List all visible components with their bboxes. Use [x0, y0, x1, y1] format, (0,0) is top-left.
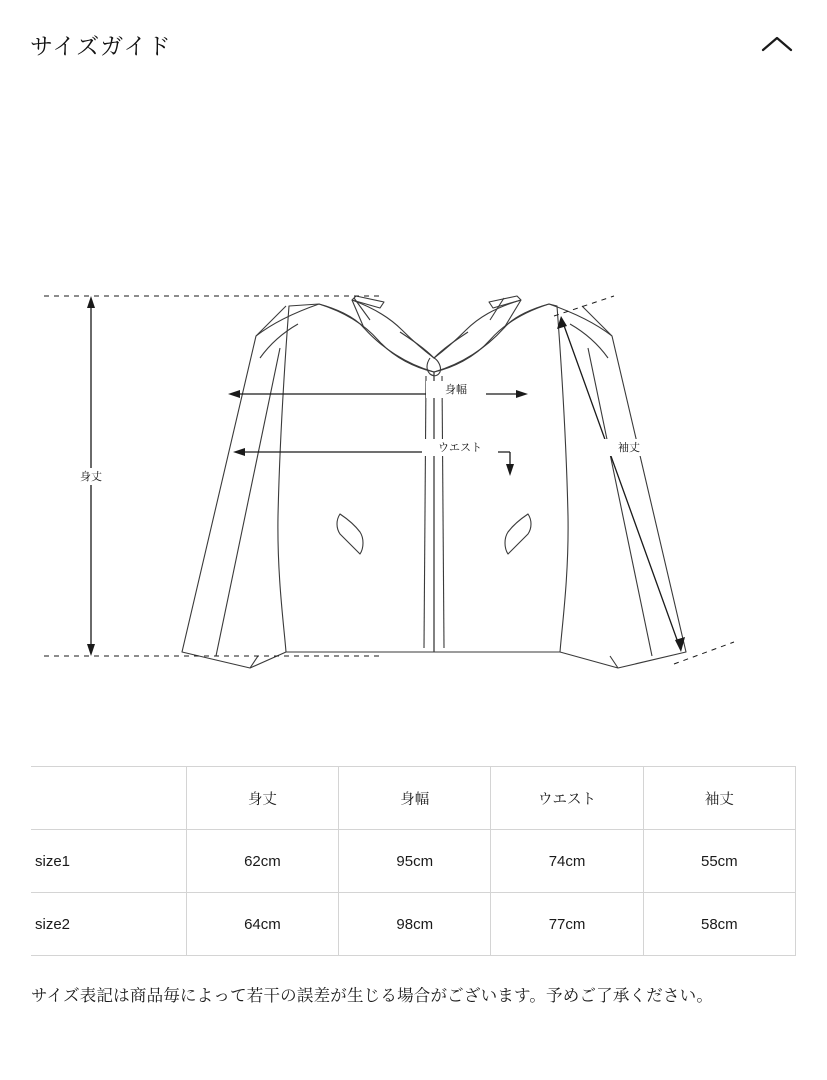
table-cell-sleeve: 58cm [643, 893, 795, 956]
label-chest: 身幅 [444, 384, 467, 396]
size-table [31, 766, 796, 956]
table-cell-length: 64cm [186, 893, 338, 956]
label-sleeve: 袖丈 [617, 442, 640, 454]
table-cell-waist: 77cm [491, 893, 643, 956]
size-guide-header[interactable] [0, 0, 827, 66]
size-note: サイズ表記は商品毎によって若干の誤差が生じる場合がございます。予めご了承ください。 [31, 987, 714, 1005]
table-row-label: size1 [31, 830, 186, 893]
table-header-chest: 身幅 [339, 767, 491, 830]
size-diagram [0, 66, 827, 766]
table-row [31, 830, 796, 893]
chevron-up-icon[interactable] [757, 24, 797, 64]
table-row [31, 893, 796, 956]
table-cell-sleeve: 55cm [643, 830, 795, 893]
table-header-sleeve: 袖丈 [643, 767, 795, 830]
page-title: サイズガイド [30, 33, 172, 59]
table-cell-chest: 98cm [339, 893, 491, 956]
table-corner-cell [31, 767, 186, 830]
table-cell-waist: 74cm [491, 830, 643, 893]
label-length: 身丈 [79, 471, 102, 483]
label-waist: ウエスト [437, 442, 482, 454]
table-header-waist: ウエスト [491, 767, 643, 830]
table-cell-length: 62cm [186, 830, 338, 893]
table-cell-chest: 95cm [339, 830, 491, 893]
table-header-row [31, 767, 796, 830]
table-header-length: 身丈 [186, 767, 338, 830]
table-row-label: size2 [31, 893, 186, 956]
